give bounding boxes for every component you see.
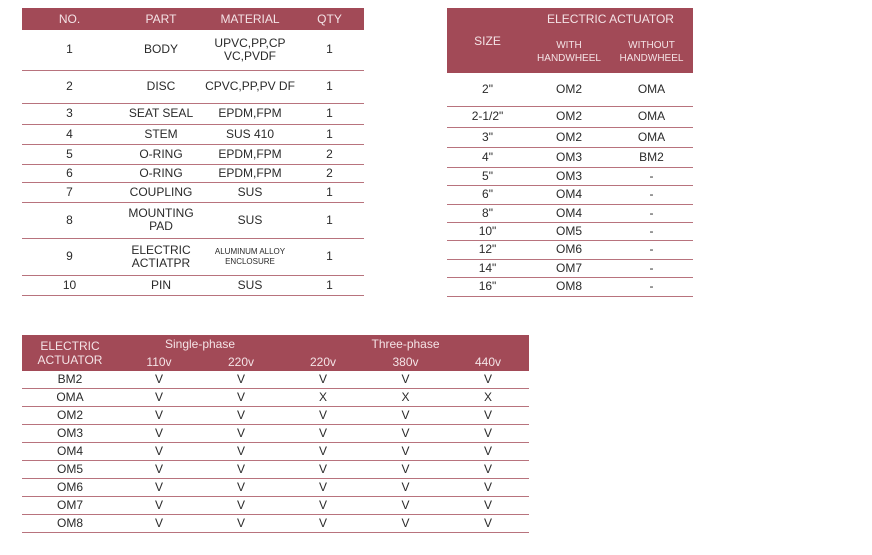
cell-part: MOUNTING PAD [117,202,205,238]
table-row [22,124,364,144]
actuator-header-row [447,8,693,30]
cell-value: X [364,389,447,407]
table-row [447,222,693,240]
cell-value: V [447,461,529,479]
table-row [22,389,529,407]
cell-value: V [282,461,364,479]
header-size: SIZE [447,8,528,73]
cell-value: X [447,389,529,407]
cell-material: EPDM,FPM [205,103,295,124]
cell-value: V [282,407,364,425]
cell-part: O-RING [117,144,205,164]
cell-size: 6" [447,185,528,204]
cell-value: V [364,515,447,533]
table-row [447,185,693,204]
cell-value: V [200,479,282,497]
table-row [22,479,529,497]
cell-value: V [200,371,282,389]
cell-size: 16" [447,277,528,296]
table-row [22,371,529,389]
table-row [447,167,693,185]
cell-value: V [282,515,364,533]
cell-without: BM2 [610,147,693,167]
header-qty: QTY [295,8,364,30]
table-row [22,515,529,533]
cell-model: OM6 [22,479,118,497]
cell-material: ALUMINUM ALLOY ENCLOSURE [205,238,295,275]
cell-value: V [364,407,447,425]
cell-qty: 1 [295,103,364,124]
cell-without: - [610,259,693,277]
cell-value: V [282,479,364,497]
cell-value: V [118,443,200,461]
parts-table [22,8,364,296]
cell-size: 14" [447,259,528,277]
table-row [447,73,693,106]
actuator-size-table [447,8,693,297]
cell-value: V [118,371,200,389]
cell-with: OM6 [528,240,610,259]
cell-value: V [118,407,200,425]
cell-value: V [447,371,529,389]
table-row [22,30,364,70]
cell-qty: 1 [295,30,364,70]
cell-part: BODY [117,30,205,70]
cell-value: V [282,425,364,443]
cell-with: OM2 [528,73,610,106]
cell-no: 8 [22,202,117,238]
cell-with: OM2 [528,106,610,127]
header-voltage: 440v [447,353,529,371]
cell-material: SUS [205,275,295,295]
cell-material: EPDM,FPM [205,144,295,164]
cell-qty: 1 [295,238,364,275]
cell-no: 6 [22,164,117,182]
cell-model: OM2 [22,407,118,425]
cell-size: 3" [447,127,528,147]
parts-header-row [22,8,364,30]
cell-size: 2-1/2" [447,106,528,127]
phase-header-row [22,335,529,353]
cell-qty: 1 [295,202,364,238]
cell-material: UPVC,PP,CP VC,PVDF [205,30,295,70]
cell-model: OM5 [22,461,118,479]
cell-no: 10 [22,275,117,295]
table-row [22,70,364,103]
header-no: NO. [22,8,117,30]
header-three-phase: Three-phase [282,335,529,353]
cell-part: ELECTRIC ACTIATPR [117,238,205,275]
cell-with: OM3 [528,147,610,167]
cell-model: OMA [22,389,118,407]
cell-value: V [364,425,447,443]
table-row [22,144,364,164]
cell-without: OMA [610,73,693,106]
cell-model: BM2 [22,371,118,389]
cell-no: 5 [22,144,117,164]
cell-without: - [610,240,693,259]
table-row [447,147,693,167]
cell-no: 2 [22,70,117,103]
cell-value: V [118,461,200,479]
cell-part: STEM [117,124,205,144]
cell-material: EPDM,FPM [205,164,295,182]
cell-with: OM4 [528,185,610,204]
header-without-handwheel: WITHOUT HANDWHEEL [610,30,693,73]
cell-value: V [447,479,529,497]
table-row [22,238,364,275]
cell-value: V [200,443,282,461]
cell-value: V [447,515,529,533]
cell-value: V [200,389,282,407]
cell-value: X [282,389,364,407]
cell-material: SUS [205,202,295,238]
cell-no: 1 [22,30,117,70]
cell-model: OM7 [22,497,118,515]
cell-value: V [118,479,200,497]
cell-value: V [447,497,529,515]
table-row [22,202,364,238]
cell-value: V [447,407,529,425]
cell-without: - [610,204,693,222]
cell-with: OM7 [528,259,610,277]
cell-no: 7 [22,182,117,202]
cell-no: 3 [22,103,117,124]
cell-without: - [610,277,693,296]
cell-value: V [118,389,200,407]
cell-value: V [364,497,447,515]
header-voltage: 220v [282,353,364,371]
cell-material: SUS [205,182,295,202]
cell-size: 8" [447,204,528,222]
cell-without: OMA [610,106,693,127]
header-part: PART [117,8,205,30]
header-with-handwheel: WITH HANDWHEEL [528,30,610,73]
cell-value: V [364,443,447,461]
table-row [447,204,693,222]
header-single-phase: Single-phase [118,335,282,353]
cell-with: OM5 [528,222,610,240]
header-voltage: 110v [118,353,200,371]
cell-with: OM8 [528,277,610,296]
table-row [447,106,693,127]
cell-part: SEAT SEAL [117,103,205,124]
cell-with: OM4 [528,204,610,222]
cell-without: - [610,185,693,204]
cell-value: V [200,461,282,479]
cell-material: CPVC,PP,PV DF [205,70,295,103]
table-row [447,277,693,296]
table-row [22,461,529,479]
cell-part: COUPLING [117,182,205,202]
table-row [447,259,693,277]
cell-model: OM3 [22,425,118,443]
cell-no: 9 [22,238,117,275]
cell-model: OM8 [22,515,118,533]
cell-without: - [610,167,693,185]
phase-table [22,335,529,533]
header-electric-actuator: ELECTRIC ACTUATOR [22,335,118,371]
table-row [22,182,364,202]
cell-value: V [282,443,364,461]
cell-value: V [118,515,200,533]
header-electric-actuator: ELECTRIC ACTUATOR [528,8,693,30]
cell-size: 12" [447,240,528,259]
cell-value: V [282,497,364,515]
header-voltage: 380v [364,353,447,371]
table-row [22,407,529,425]
cell-value: V [447,443,529,461]
cell-value: V [200,497,282,515]
cell-qty: 1 [295,275,364,295]
cell-without: - [610,222,693,240]
cell-part: PIN [117,275,205,295]
cell-value: V [118,497,200,515]
header-voltage: 220v [200,353,282,371]
cell-value: V [364,479,447,497]
cell-size: 4" [447,147,528,167]
cell-material: SUS 410 [205,124,295,144]
table-row [22,275,364,295]
cell-value: V [364,461,447,479]
cell-qty: 1 [295,124,364,144]
cell-qty: 2 [295,144,364,164]
cell-size: 2" [447,73,528,106]
cell-part: DISC [117,70,205,103]
cell-part: O-RING [117,164,205,182]
cell-qty: 1 [295,70,364,103]
cell-value: V [364,371,447,389]
cell-size: 5" [447,167,528,185]
cell-value: V [200,425,282,443]
cell-value: V [200,407,282,425]
cell-no: 4 [22,124,117,144]
table-row [447,240,693,259]
table-row [447,127,693,147]
table-row [22,497,529,515]
cell-with: OM3 [528,167,610,185]
table-row [22,164,364,182]
table-row [22,103,364,124]
cell-value: V [447,425,529,443]
cell-value: V [282,371,364,389]
cell-value: V [200,515,282,533]
cell-qty: 1 [295,182,364,202]
cell-with: OM2 [528,127,610,147]
cell-without: OMA [610,127,693,147]
cell-model: OM4 [22,443,118,461]
cell-value: V [118,425,200,443]
table-row [22,425,529,443]
cell-size: 10" [447,222,528,240]
table-row [22,443,529,461]
header-material: MATERIAL [205,8,295,30]
cell-qty: 2 [295,164,364,182]
